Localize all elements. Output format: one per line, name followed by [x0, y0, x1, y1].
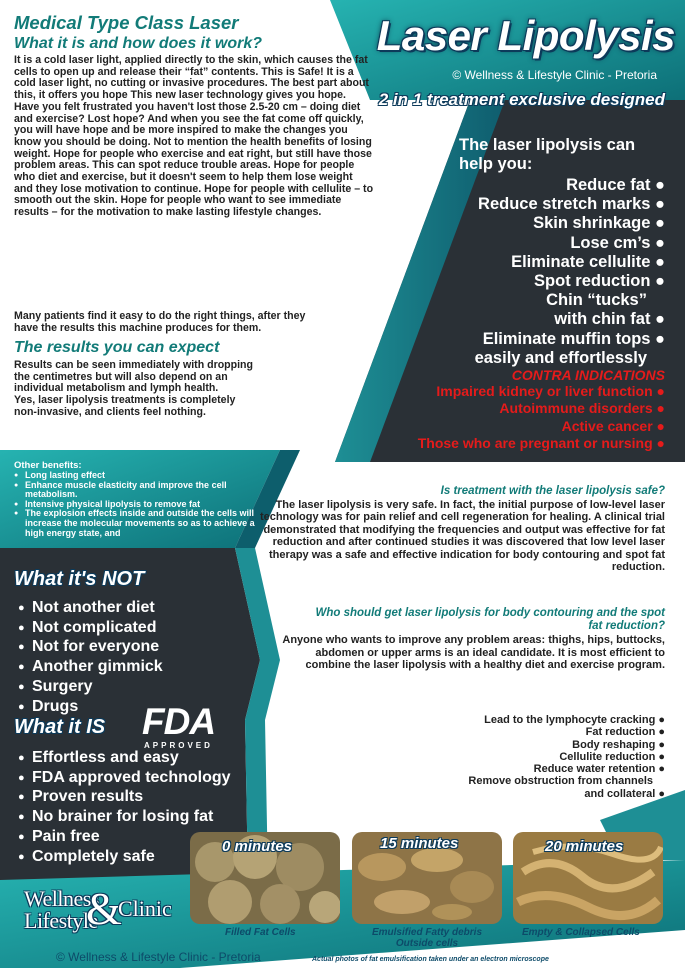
list-item: ● Long lasting effect	[14, 471, 276, 481]
list-item: Reduce fat ●	[566, 176, 665, 194]
footer-note: Actual photos of fat emulsification taken under an electron microscope	[312, 956, 549, 963]
list-item: with chin fat ●	[554, 310, 665, 329]
list-item: ● Effortless and easy	[18, 748, 258, 768]
list-item: ● Not for everyone	[18, 637, 208, 657]
sub-heading: What it is and how does it work?	[14, 35, 263, 52]
photo-label: 15 minutes	[380, 835, 459, 852]
what-is-heading: What it IS	[14, 716, 106, 738]
photo-caption: Filled Fat Cells	[225, 927, 296, 938]
contra-list	[325, 383, 665, 452]
list-item: Those who are pregnant or nursing ●	[417, 434, 665, 451]
contra-heading: CONTRA INDICATIONS	[511, 367, 665, 383]
effects-list	[365, 714, 665, 800]
list-item: ● Enhance muscle elasticity and improve the cell metabolism.	[14, 481, 276, 500]
list-item: Body reshaping ●	[572, 738, 665, 751]
list-item: Reduce water retention ●	[533, 763, 665, 776]
list-item: Reduce stretch marks ●	[478, 195, 665, 214]
fda-approved-text: APPROVED	[144, 741, 213, 750]
fda-logo-text: FDA	[142, 701, 216, 742]
list-item: Remove obstruction from channels	[468, 775, 653, 788]
results-paragraph-2: Yes, laser lipolysis treatments is completely non-invasive, and clients feel nothing.	[14, 394, 236, 418]
list-item: ● Drugs	[18, 697, 208, 717]
list-item: Active cancer ●	[561, 417, 665, 434]
help-list	[335, 176, 665, 368]
logo-word-clinic: Clinic	[118, 896, 172, 921]
list-item: ● The explosion effects inside and outside the cells will increase the molecular movements so as to achieve a high energy state, and	[14, 509, 276, 538]
list-item: ● No brainer for losing fat	[18, 807, 258, 827]
list-item: Cellulite reduction ●	[559, 750, 665, 763]
list-item: ● Not another diet	[18, 598, 208, 618]
list-item: Chin “tucks”	[546, 291, 647, 310]
list-item: ● Intensive physical lipolysis to remove fat	[14, 500, 276, 510]
list-item: ● Surgery	[18, 677, 208, 697]
logo-word-lifestyle: Lifestyle	[24, 908, 98, 933]
list-item: ● Pain free	[18, 827, 258, 847]
other-benefits-list	[14, 471, 276, 538]
list-item: Eliminate cellulite ●	[511, 252, 665, 271]
tagline: 2 in 1 treatment exclusive designed	[378, 90, 665, 109]
results-paragraph-1: Results can be seen immediately with dropping the centimetres but will also depend on an individual metabolism and lymph health.	[14, 359, 254, 395]
photo-caption: Emulsified Fatty debris Outside cells	[371, 927, 483, 949]
results-heading: The results you can expect	[14, 339, 220, 356]
list-item: ● FDA approved technology	[18, 768, 258, 788]
candidates-answer: Anyone who wants to improve any problem areas: thighs, hips, buttocks, abdomen or upper arms is an ideal candidate. It is most efficient to combine the laser lipolysis with a healthy diet and exercise program.	[282, 634, 665, 672]
list-item: ● Proven results	[18, 787, 258, 807]
copyright-bottom: © Wellness & Lifestyle Clinic - Pretoria	[56, 950, 261, 964]
clinic-logo	[24, 884, 184, 944]
other-benefits-heading: Other benefits:	[14, 460, 82, 471]
list-item: Impaired kidney or liver function ●	[436, 383, 665, 399]
list-item: Autoimmune disorders ●	[499, 400, 665, 417]
intro-paragraph-2: Many patients find it easy to do the right things, after they have the results this machine produces for them.	[14, 310, 306, 334]
list-item: easily and effortlessly	[474, 348, 647, 367]
what-not-list	[18, 598, 208, 716]
copyright-top: © Wellness & Lifestyle Clinic - Pretoria	[452, 68, 657, 82]
logo-word-wellness: Wellness	[24, 886, 99, 911]
list-item: Skin shrinkage ●	[533, 214, 665, 233]
list-item: ● Completely safe	[18, 847, 258, 867]
results-text	[14, 360, 254, 419]
photo-label: 20 minutes	[545, 838, 624, 855]
intro-paragraph: It is a cold laser light, applied directly to the skin, which causes the fat cells to open up and release their “fat” contents. This is Safe! It is a cold laser light, no cutting or invasive procedures. The best part about this, it offers you hope This new laser technology gives you hope. Have you felt frustrated you haven't lost those 2.5-20 cm – doing diet and exercise? Lost hope? And when you see the fat come off quickly, you will have hope and be more inspired to make the changes you know you should be doing. Not to mention the health benefits of losing weight. Hope for people who exercise and eat right, but still have those problem areas. This can spot reduce trouble areas. Hope for people who diet and exercise, but it doesn't seem to help them lose weight and they lose motivation to continue. Hope for people with cellulite – to smooth out the skin. Hope for people who want to see immediate results – for the motivation to make lasting lifestyle changes.	[14, 54, 374, 219]
list-item: Lead to the lymphocyte cracking ●	[484, 714, 665, 726]
what-not-heading: What it's NOT	[14, 568, 145, 590]
safety-answer: The laser lipolysis is very safe. In fact, the initial purpose of low-level laser technology was for pain relief and cell regeneration for healing. A clinical trial demonstrated that modifying the frequencies and output was effective for fat reduction and after continued studies it was discovered that low level laser therapy was a safe and effective indication for body contouring and spot fat reduction.	[259, 499, 665, 574]
fda-approved-logo	[142, 703, 232, 751]
safety-question: Is treatment with the laser lipolysis safe?	[440, 485, 665, 497]
list-item: Fat reduction ●	[585, 726, 665, 739]
main-heading: Medical Type Class Laser	[14, 12, 239, 33]
logo-ampersand: &	[86, 883, 122, 934]
list-item: Spot reduction ●	[534, 272, 665, 291]
list-item: ● Another gimmick	[18, 657, 208, 677]
candidates-question: Who should get laser lipolysis for body contouring and the spot fat reduction?	[315, 607, 665, 632]
list-item: Lose cm’s ●	[570, 233, 665, 252]
brand-title: Laser Lipolysis	[376, 12, 675, 59]
list-item: and collateral ●	[584, 787, 665, 800]
photo-caption: Empty & Collapsed Cells	[522, 927, 640, 938]
list-item: ● Not complicated	[18, 618, 208, 638]
help-heading: The laser lipolysis can help you:	[459, 136, 636, 173]
list-item: Eliminate muffin tops ●	[482, 329, 665, 348]
photo-label: 0 minutes	[222, 838, 293, 855]
